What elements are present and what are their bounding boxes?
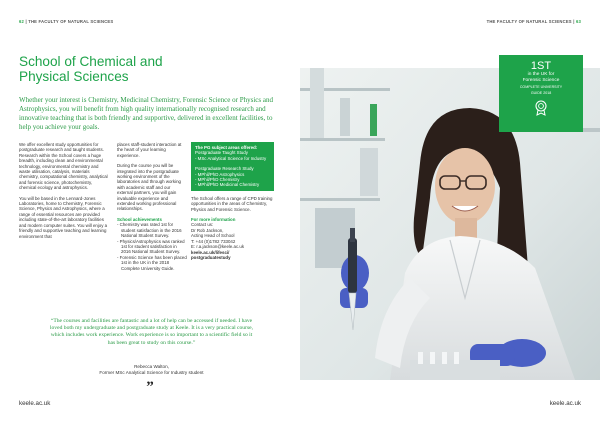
- achievement-item: - Forensic Science has been placed 1st in the UK in the 2018 Complete University Guide.: [117, 254, 187, 271]
- contact-line: Acting Head of School: [191, 233, 235, 239]
- contact-web-link-part-2: postgraduatestudy: [191, 254, 231, 260]
- column-2: [117, 142, 187, 271]
- page-number-right: 63: [575, 19, 581, 24]
- contact-line: Dr Rob Jackson,: [191, 227, 224, 233]
- pg-box-heading: The PG subject areas offered:: [195, 145, 258, 150]
- pg-research-item: - MPhil/PhD Astrophysics: [195, 171, 245, 177]
- contact-heading: For more information: [191, 217, 236, 223]
- achievement-item: - Chemistry was rated 1st for student satisfaction in the 2016 National Student Survey.: [117, 222, 182, 239]
- column-3: [191, 142, 274, 260]
- badge-source-2: GUIDE 2018: [530, 91, 552, 96]
- achievements-heading: School achievements: [117, 216, 162, 222]
- col2-paragraph-2: During the course you will be integrated into the postgraduate working environment of the laboratories and through working with academic staff and our external partners, you will gain invaluable experience and extended working professional relationships.: [117, 163, 181, 212]
- col1-paragraph-2: You will be based in the Lennard-Jones Laboratories, home to Chemistry, Forensic Science, Physics and Astrophysics, where a range of essential resources are provided including state-of-the-art laboratory facilities and modern computer suites. You will enjoy a friendly and supportive teaching and learning environment that: [19, 195, 108, 239]
- running-head-text-right: THE FACULTY OF NATURAL SCIENCES: [486, 19, 572, 24]
- contact-line: Contact us:: [191, 222, 214, 228]
- col2-paragraph-1: places staff-student interaction at the heart of your learning experience.: [117, 142, 182, 158]
- quote-name: Rebecca Walton,: [134, 364, 169, 369]
- footer-url-right[interactable]: keele.ac.uk: [549, 400, 581, 407]
- student-quote: “The courses and facilities are fantastic and a lot of help can be accessed if needed. I have loved both my undergraduate and postgraduate study at Keele. It is a very practical course, which includes work experience. Work experience is so important to a scientific field so it has been great to study on this course.”: [49, 318, 254, 346]
- award-medal-icon: [534, 100, 548, 116]
- footer-url-left[interactable]: keele.ac.uk: [19, 400, 51, 407]
- contact-line: T: +44 (0)1782 733042: [191, 238, 236, 244]
- intro-paragraph: Whether your interest is Chemistry, Medicinal Chemistry, Forensic Science or Physics and Astrophysics, you will benefit from high quality internationally recognised research and innovative teaching that is both friendly and supportive, delivered in excellent facilities, to help you achieve your goals.: [19, 96, 273, 131]
- badge-source-1: COMPLETE UNIVERSITY: [519, 85, 563, 90]
- pg-research-item: - MPhil/PhD Medicinal Chemistry: [195, 182, 260, 188]
- pg-research-heading: Postgraduate Research Study: [195, 166, 254, 172]
- quote-attribution: [49, 364, 254, 376]
- title-line-1: School of Chemical and: [19, 54, 163, 69]
- contact-web-link-part-1: keele.ac.uk/lifesci/: [191, 249, 230, 255]
- page-number-left: 62: [19, 19, 25, 24]
- pg-research-item: - MPhil/PhD Chemistry: [195, 177, 240, 183]
- pg-taught-heading: Postgraduate Taught Study: [195, 150, 248, 156]
- cpd-paragraph: The School offers a range of CPD training opportunities in the areas of Chemistry, Physics and Forensic Science.: [191, 195, 273, 212]
- achievement-item: - Physics/Astrophysics was ranked 1st for student satisfaction in 2016 National Student Survey.: [117, 238, 185, 255]
- right-page: [300, 0, 600, 428]
- running-head-right: THE FACULTY OF NATURAL SCIENCES | 63: [486, 19, 581, 24]
- title-line-2: Physical Sciences: [19, 69, 129, 84]
- ranking-badge: [499, 55, 583, 132]
- contact-web-link[interactable]: [191, 250, 274, 261]
- pg-taught-item: - MSc Analytical Science for Industry: [195, 155, 267, 161]
- badge-line-1: in the UK for: [527, 72, 555, 77]
- running-head-text-left: THE FACULTY OF NATURAL SCIENCES: [28, 19, 114, 24]
- badge-line-2: Forensic Science: [522, 77, 560, 83]
- pg-subjects-box: [191, 142, 274, 191]
- running-head-left: 62 | THE FACULTY OF NATURAL SCIENCES: [19, 19, 114, 24]
- closing-quote-icon: ”: [146, 379, 154, 395]
- quote-role: Former MSc Analytical Science for Industry student: [99, 370, 204, 375]
- badge-rank: 1ST: [530, 60, 552, 72]
- column-1: [19, 142, 109, 244]
- contact-email-link[interactable]: E: r.a.jackson@keele.ac.uk: [191, 244, 245, 250]
- page-title: [19, 54, 269, 84]
- col1-paragraph-1: We offer excellent study opportunities for postgraduate research and taught students. Research within the School covers a huge breadth, including clean and environmental technology, environmental chemistry and waste utilisation, catalysis, materials chemistry, computational chemistry, analytical and forensic science, photochemistry, chemical ecology and astrophysics.: [19, 142, 108, 191]
